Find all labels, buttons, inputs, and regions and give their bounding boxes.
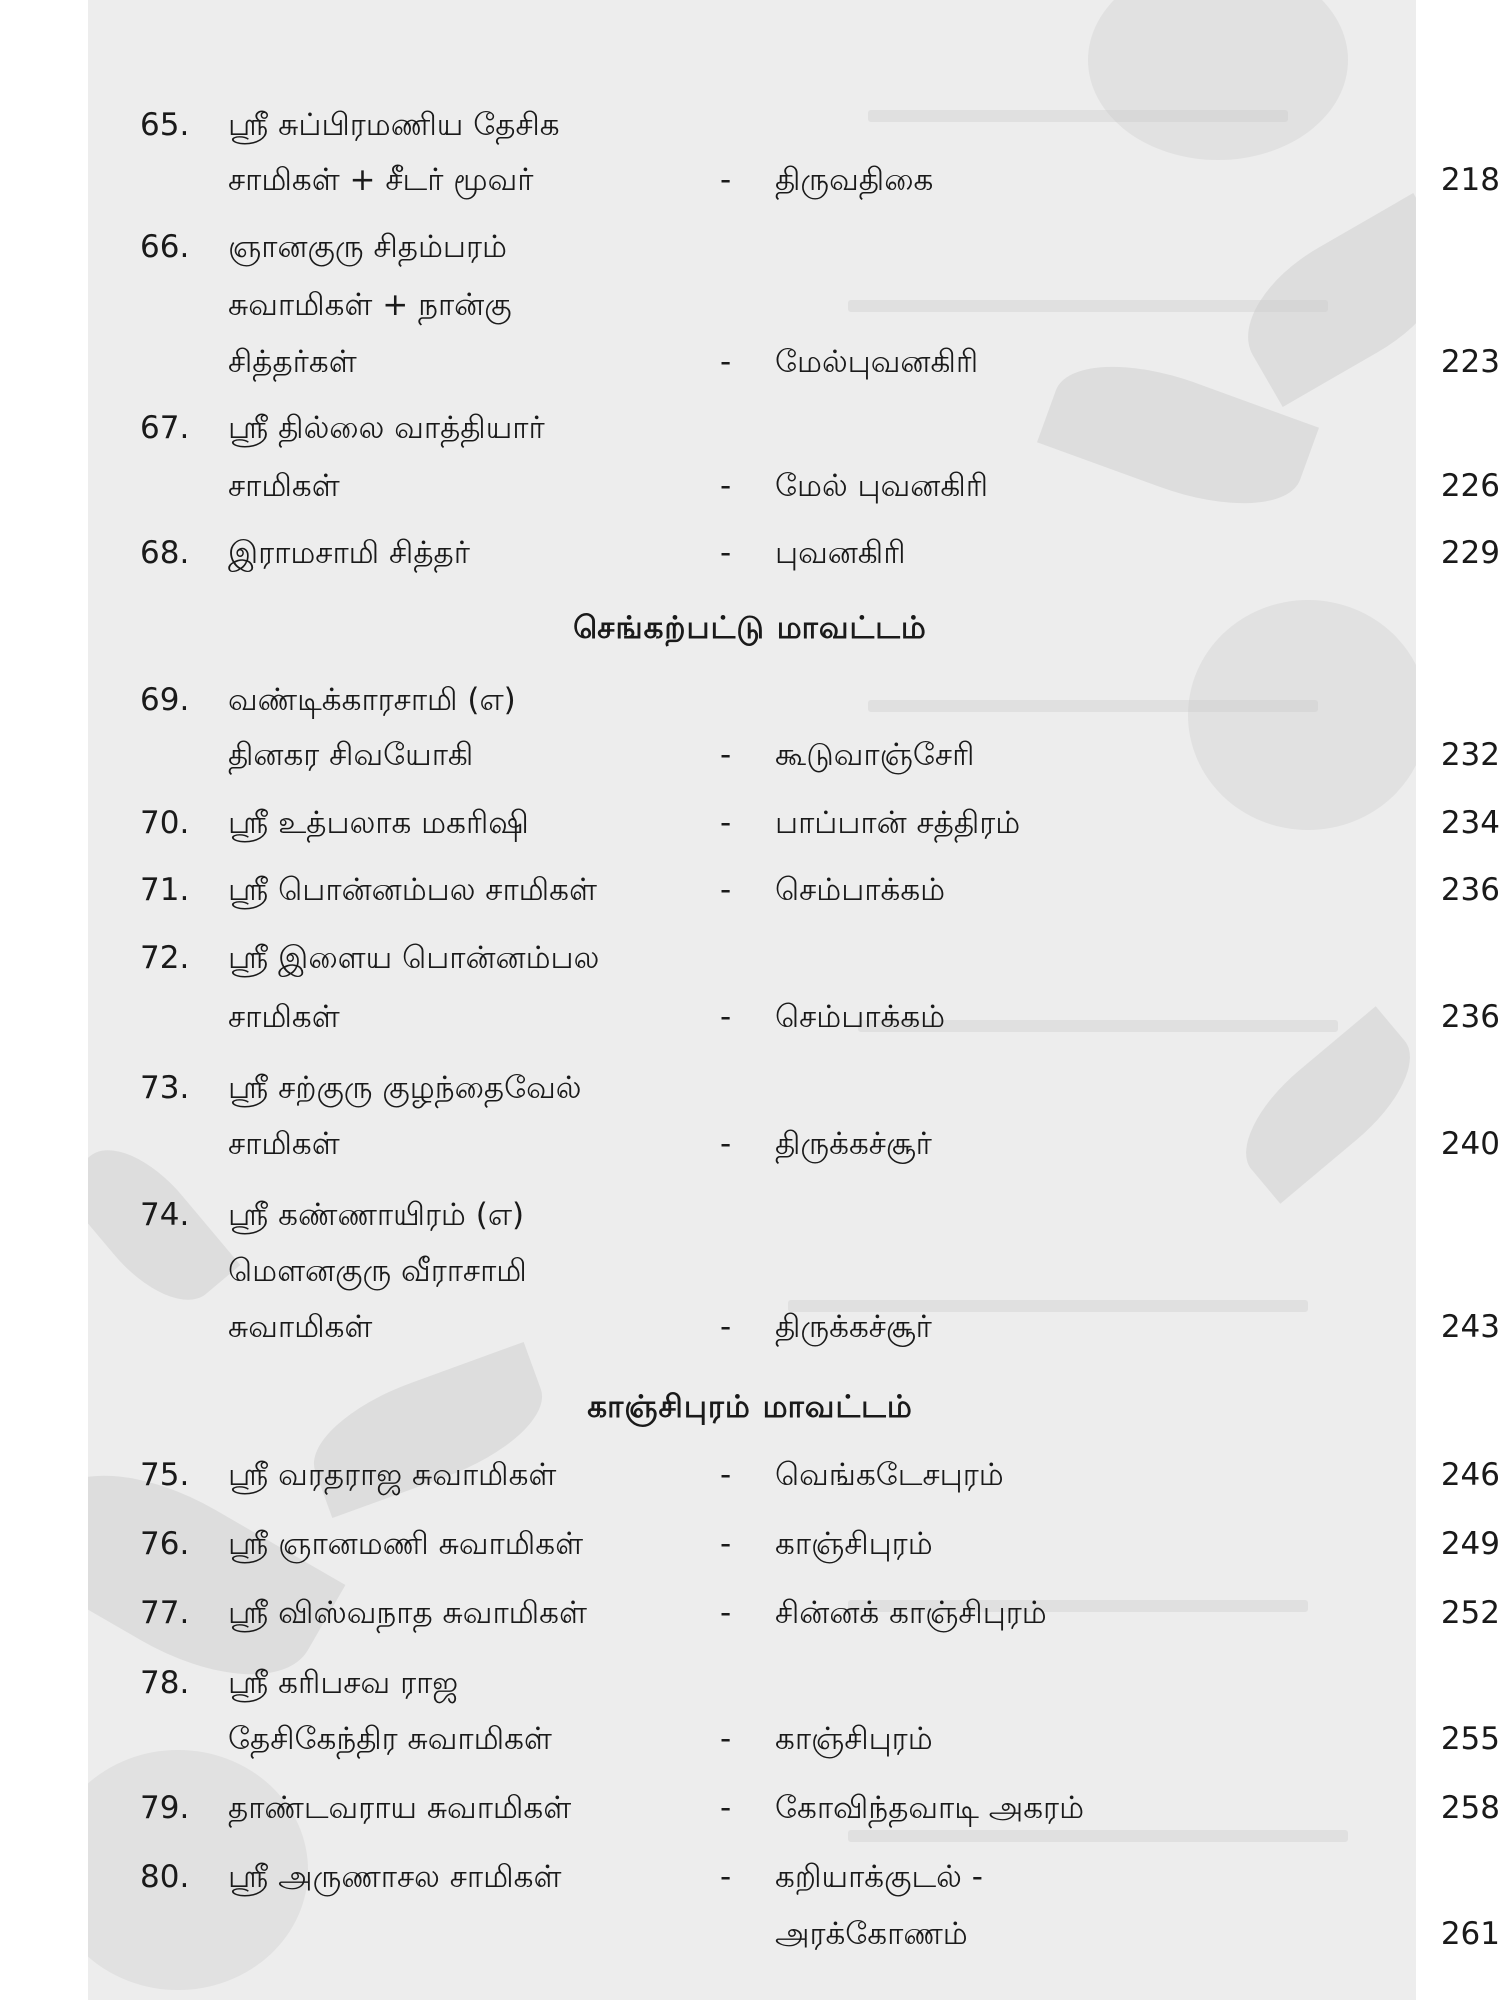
entry-page: 223 <box>1440 344 1500 380</box>
entry-page: 218 <box>1440 162 1500 198</box>
entry-title: ஸ்ரீ பொன்னம்பல சாமிகள் <box>228 872 597 908</box>
entry-page: 226 <box>1440 468 1500 504</box>
entry-place: செம்பாக்கம் <box>775 999 946 1035</box>
entry-place: கூடுவாஞ்சேரி <box>775 737 975 773</box>
separator-dash: - <box>720 805 732 841</box>
entry-title: மௌனகுரு வீராசாமி <box>228 1253 527 1289</box>
entry-place: மேல்புவனகிரி <box>775 344 979 380</box>
entry-title: ஸ்ரீ கரிபசவ ராஜ <box>228 1665 459 1701</box>
entry-title: சித்தர்கள் <box>228 344 357 380</box>
entry-number: 72. <box>140 940 190 976</box>
entry-number: 74. <box>140 1197 190 1233</box>
entry-number: 79. <box>140 1790 190 1826</box>
entry-page: 236 <box>1440 872 1500 908</box>
separator-dash: - <box>720 535 732 571</box>
entry-page: 252 <box>1440 1595 1500 1631</box>
show-through-text <box>848 1830 1348 1842</box>
entry-place: அரக்கோணம் <box>775 1916 968 1952</box>
separator-dash: - <box>720 1595 732 1631</box>
entry-place: திருக்கச்சூர் <box>775 1309 932 1345</box>
entry-title: சுவாமிகள் + நான்கு <box>228 287 512 323</box>
separator-dash: - <box>720 872 732 908</box>
entry-title: வண்டிக்காரசாமி (எ) <box>228 682 516 718</box>
separator-dash: - <box>720 737 732 773</box>
entry-place: காஞ்சிபுரம் <box>775 1721 933 1757</box>
entry-title: தாண்டவராய சுவாமிகள் <box>228 1790 572 1826</box>
entry-page: 246 <box>1440 1457 1500 1493</box>
entry-place: பாப்பான் சத்திரம் <box>775 805 1021 841</box>
separator-dash: - <box>720 1859 732 1895</box>
entry-title: ஸ்ரீ வரதராஜ சுவாமிகள் <box>228 1457 557 1493</box>
separator-dash: - <box>720 1457 732 1493</box>
separator-dash: - <box>720 1721 732 1757</box>
entry-title: சுவாமிகள் <box>228 1309 373 1345</box>
entry-page: 258 <box>1440 1790 1500 1826</box>
entry-title: ஸ்ரீ உத்பலாக மகரிஷி <box>228 805 529 841</box>
entry-title: சாமிகள் + சீடர் மூவர் <box>228 162 534 198</box>
district-heading: காஞ்சிபுரம் மாவட்டம் <box>587 1389 913 1425</box>
entry-title: ஸ்ரீ ஞானமணி சுவாமிகள் <box>228 1526 584 1562</box>
entry-title: தேசிகேந்திர சுவாமிகள் <box>228 1721 552 1757</box>
separator-dash: - <box>720 1526 732 1562</box>
entry-place: கோவிந்தவாடி அகரம் <box>775 1790 1085 1826</box>
entry-place: சின்னக் காஞ்சிபுரம் <box>775 1595 1047 1631</box>
separator-dash: - <box>720 344 732 380</box>
entry-place: வெங்கடேசபுரம் <box>775 1457 1004 1493</box>
entry-number: 70. <box>140 805 190 841</box>
entry-number: 67. <box>140 410 190 446</box>
entry-page: 249 <box>1440 1526 1500 1562</box>
entry-number: 73. <box>140 1070 190 1106</box>
district-heading: செங்கற்பட்டு மாவட்டம் <box>573 610 927 646</box>
entry-page: 261 <box>1440 1916 1500 1952</box>
entry-number: 65. <box>140 107 190 143</box>
entry-number: 71. <box>140 872 190 908</box>
entry-place: காஞ்சிபுரம் <box>775 1526 933 1562</box>
entry-title: சாமிகள் <box>228 999 340 1035</box>
entry-number: 75. <box>140 1457 190 1493</box>
entry-place: கறியாக்குடல் - <box>775 1859 983 1895</box>
entry-page: 232 <box>1440 737 1500 773</box>
entry-page: 255 <box>1440 1721 1500 1757</box>
entry-title: ஸ்ரீ அருணாசல சாமிகள் <box>228 1859 562 1895</box>
entry-page: 236 <box>1440 999 1500 1035</box>
entry-page: 240 <box>1440 1126 1500 1162</box>
entry-page: 243 <box>1440 1309 1500 1345</box>
entry-page: 234 <box>1440 805 1500 841</box>
entry-title: ஸ்ரீ தில்லை வாத்தியார் <box>228 410 545 446</box>
entry-title: சாமிகள் <box>228 468 340 504</box>
entry-page: 229 <box>1440 535 1500 571</box>
entry-place: திருவதிகை <box>775 162 934 198</box>
separator-dash: - <box>720 1790 732 1826</box>
show-through-text <box>848 300 1328 312</box>
entry-title: இராமசாமி சித்தர் <box>228 535 470 571</box>
entry-number: 66. <box>140 229 190 265</box>
entry-title: ஸ்ரீ விஸ்வநாத சுவாமிகள் <box>228 1595 587 1631</box>
entry-title: சாமிகள் <box>228 1126 340 1162</box>
entry-title: ஸ்ரீ கண்ணாயிரம் (எ) <box>228 1197 525 1233</box>
show-through-text <box>868 110 1288 122</box>
entry-number: 78. <box>140 1665 190 1701</box>
entry-title: ஸ்ரீ சற்குரு குழந்தைவேல் <box>228 1070 582 1106</box>
entry-number: 69. <box>140 682 190 718</box>
separator-dash: - <box>720 468 732 504</box>
separator-dash: - <box>720 162 732 198</box>
entry-title: ஸ்ரீ இளைய பொன்னம்பல <box>228 940 600 976</box>
separator-dash: - <box>720 1126 732 1162</box>
entry-number: 77. <box>140 1595 190 1631</box>
flower-petal-decoration <box>1088 0 1348 160</box>
separator-dash: - <box>720 999 732 1035</box>
entry-title: ஞானகுரு சிதம்பரம் <box>228 229 507 265</box>
entry-title: ஸ்ரீ சுப்பிரமணிய தேசிக <box>228 107 560 143</box>
entry-place: செம்பாக்கம் <box>775 872 946 908</box>
entry-number: 80. <box>140 1859 190 1895</box>
entry-title: தினகர சிவயோகி <box>228 737 474 773</box>
show-through-text <box>868 700 1318 712</box>
entry-place: மேல் புவனகிரி <box>775 468 989 504</box>
entry-place: புவனகிரி <box>775 535 906 571</box>
entry-number: 68. <box>140 535 190 571</box>
entry-place: திருக்கச்சூர் <box>775 1126 932 1162</box>
entry-number: 76. <box>140 1526 190 1562</box>
separator-dash: - <box>720 1309 732 1345</box>
